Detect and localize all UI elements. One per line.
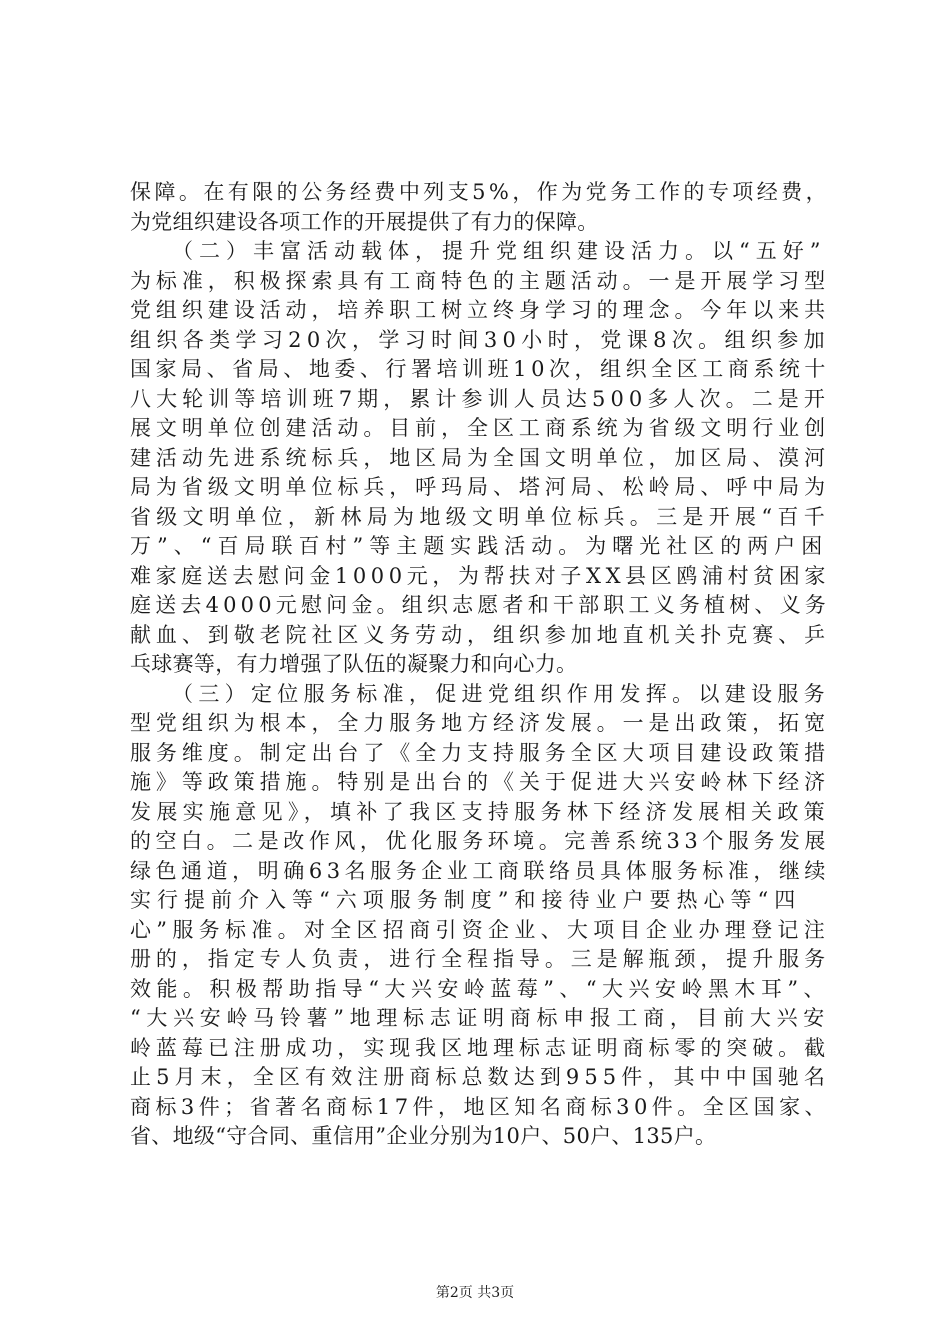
text-line: 止5月末，全区有效注册商标总数达到955件，其中中国驰名	[130, 1065, 830, 1089]
text-line: 组织各类学习20次，学习时间30小时，党课8次。组织参加	[130, 327, 830, 352]
text-line: 保障。在有限的公务经费中列支5%，作为党务工作的专项经费，	[130, 180, 831, 204]
text-line: 施》等政策措施。特别是出台的《关于促进大兴安岭林下经济	[130, 770, 830, 794]
document-body	[130, 178, 830, 1152]
text-line: 为党组织建设各项工作的开展提供了有力的保障。	[130, 209, 599, 234]
text-line: 庭送去4000元慰问金。组织志愿者和干部职工义务植树、义务	[130, 593, 830, 617]
text-line: 册的，指定专人负责，进行全程指导。三是解瓶颈，提升服务	[130, 947, 830, 971]
text-line: 局为省级文明单位标兵，呼玛局、塔河局、松岭局、呼中局为	[130, 475, 830, 499]
text-line: 型党组织为根本，全力服务地方经济发展。一是出政策，拓宽	[130, 711, 830, 735]
text-line: 展文明单位创建活动。目前，全区工商系统为省级文明行业创	[130, 416, 830, 440]
text-line: 国家局、省局、地委、行署培训班10次，组织全区工商系统十	[130, 357, 830, 381]
text-line: 效能。积极帮助指导“大兴安岭蓝莓”、“大兴安岭黑木耳”、	[130, 976, 830, 1001]
text-line: 服务维度。制定出台了《全力支持服务全区大项目建设政策措	[130, 740, 830, 765]
text-line: 党组织建设活动，培养职工树立终身学习的理念。今年以来共	[130, 298, 830, 322]
text-line: 献血、到敬老院社区义务劳动，组织参加地直机关扑克赛、乒	[130, 622, 830, 647]
page-footer: 第2页 共3页	[435, 1285, 515, 1301]
text-line: 岭蓝莓已注册成功，实现我区地理标志证明商标零的突破。截	[130, 1035, 830, 1060]
text-line: 万”、“百局联百村”等主题实践活动。为曙光社区的两户困	[130, 534, 829, 558]
text-line: 为标准，积极探索具有工商特色的主题活动。一是开展学习型	[130, 268, 830, 293]
text-line: 八大轮训等培训班7期，累计参训人员达500多人次。二是开	[130, 386, 830, 411]
text-line: （三）定位服务标准，促进党组织作用发挥。以建设服务	[172, 681, 830, 706]
text-line: 商标3件；省著名商标17件，地区知名商标30件。全区国家、	[130, 1094, 830, 1119]
text-line: “大兴安岭马铃薯”地理标志证明商标申报工商，目前大兴安	[130, 1006, 830, 1030]
text-line: 省、地级“守合同、重信用”企业分别为10户、50户、135户。	[130, 1124, 717, 1148]
text-line: 难家庭送去慰问金1000元，为帮扶对子XX县区鸥浦村贫困家	[130, 563, 831, 588]
text-line: 绿色通道，明确63名服务企业工商联络员具体服务标准，继续	[130, 858, 830, 883]
text-line: 心”服务标准。对全区招商引资企业、大项目企业办理登记注	[130, 917, 830, 942]
text-line: 实行提前介入等“六项服务制度”和接待业户要热心等“四	[130, 888, 802, 912]
text-line: 省级文明单位，新林局为地级文明单位标兵。三是开展“百千	[130, 504, 830, 529]
text-line: （二）丰富活动载体，提升党组织建设活力。以“五好”	[172, 239, 827, 263]
text-line: 的空白。二是改作风，优化服务环境。完善系统33个服务发展	[130, 829, 830, 853]
text-line: 乓球赛等，有力增强了队伍的凝聚力和向心力。	[130, 652, 578, 676]
text-line: 发展实施意见》，填补了我区支持服务林下经济发展相关政策	[130, 799, 831, 824]
text-line: 建活动先进系统标兵，地区局为全国文明单位，加区局、漠河	[130, 445, 830, 470]
